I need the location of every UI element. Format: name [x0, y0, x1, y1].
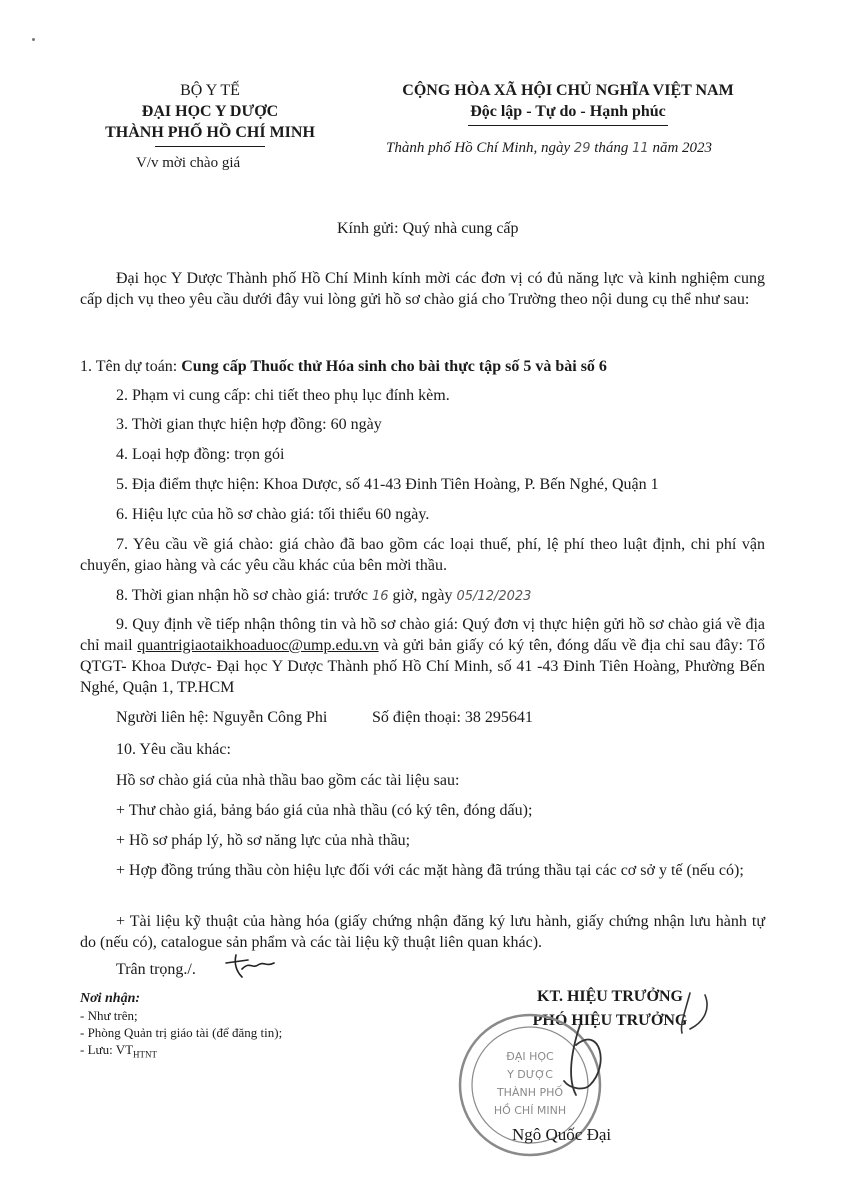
- stamp-line-3: THÀNH PHỐ: [496, 1086, 564, 1099]
- doc-4: + Tài liệu kỹ thuật của hàng hóa (giấy chứng nhận đăng ký lưu hành, giấy chứng nhận lưu hành tự do (nếu có), catalogue sản phẩm và các tài liệu kỹ thuật liên quan khác).: [80, 913, 765, 951]
- recipients-block: [80, 990, 282, 1064]
- stamp-line-4: HỒ CHÍ MINH: [493, 1104, 567, 1117]
- contact-person: Người liên hệ: Nguyễn Công Phi: [116, 709, 328, 726]
- ministry-name: BỘ Y TẾ: [180, 82, 240, 99]
- signer-name: Ngô Quốc Đại: [512, 1125, 612, 1144]
- subject-line: V/v mời chào giá: [136, 155, 241, 171]
- contact-phone: Số điện thoại: 38 295641: [372, 709, 533, 726]
- stamp-line-1: ĐẠI HỌC: [506, 1050, 554, 1063]
- item-7: 7. Yêu cầu về giá chào: giá chào đã bao gồm các loại thuế, phí, lệ phí theo luật định, chi phí vận chuyển, giao hàng và các yêu cầu khác của bên mời thầu.: [80, 536, 765, 574]
- recipient-3-prefix: - Lưu: VT: [80, 1042, 134, 1057]
- item-2: 2. Phạm vi cung cấp: chi tiết theo phụ lục đính kèm.: [116, 387, 450, 404]
- issuer-underline: [155, 146, 265, 147]
- signature-line-1: KT. HIỆU TRƯỞNG: [537, 988, 683, 1005]
- item-10: 10. Yêu cầu khác:: [116, 741, 231, 758]
- item-8: [80, 585, 765, 607]
- item-1-value: Cung cấp Thuốc thử Hóa sinh cho bài thực tập số 5 và bài số 6: [181, 358, 607, 375]
- doc-3: + Hợp đồng trúng thầu còn hiệu lực đối với các mặt hàng đã trúng thầu tại các cơ sở y tế (nếu có);: [116, 862, 744, 879]
- item-8-prefix: 8. Thời gian nhận hồ sơ chào giá: trước: [116, 587, 368, 604]
- item-9-suffix: và gửi bản giấy có ký tên, đóng dấu về địa chỉ sau đây: Tổ QTGT- Khoa Dược- Đại học Y Dược Thành phố Hồ Chí Minh, số 41 -43 Đinh Tiên Hoàng, Phường Bến Nghé, Quận 1, TP.HCM: [80, 637, 766, 696]
- recipients-label: Nơi nhận:: [80, 991, 141, 1006]
- item-5: 5. Địa điểm thực hiện: Khoa Dược, số 41-43 Đinh Tiên Hoàng, P. Bến Nghé, Quận 1: [116, 476, 659, 493]
- doc-2: + Hồ sơ pháp lý, hồ sơ năng lực của nhà thầu;: [116, 832, 411, 849]
- date-day: 29: [573, 141, 591, 156]
- date-year: năm 2023: [652, 140, 713, 156]
- university-name-line2: THÀNH PHỐ HỒ CHÍ MINH: [105, 124, 315, 141]
- recipient-3-sub: HTNT: [133, 1049, 158, 1060]
- item-8-hour: 16: [371, 589, 389, 604]
- stamp-line-2: Y DƯỢC: [507, 1068, 553, 1081]
- recipient-2: - Phòng Quản trị giáo tài (để đăng tin);: [80, 1025, 283, 1040]
- date-month: 11: [632, 141, 649, 156]
- item-8-date: 05/12/2023: [456, 589, 532, 604]
- salutation: Kính gửi: Quý nhà cung cấp: [337, 220, 519, 237]
- item-6: 6. Hiệu lực của hồ sơ chào giá: tối thiểu 60 ngày.: [116, 506, 430, 523]
- intro-paragraph: Đại học Y Dược Thành phố Hồ Chí Minh kính mời các đơn vị có đủ năng lực và kinh nghiệm cung cấp dịch vụ theo yêu cầu dưới đây vui lòng gửi hồ sơ chào giá cho Trường theo nội dung cụ thể như sau:: [80, 270, 765, 308]
- docs-intro: Hồ sơ chào giá của nhà thầu bao gồm các tài liệu sau:: [116, 772, 460, 789]
- motto-underline: [468, 125, 668, 126]
- item-1: [80, 356, 765, 377]
- date-line: [386, 140, 712, 157]
- recipient-1: - Như trên;: [80, 1008, 138, 1023]
- republic-title: CỘNG HÒA XÃ HỘI CHỦ NGHĨA VIỆT NAM: [402, 82, 734, 99]
- item-3: 3. Thời gian thực hiện hợp đồng: 60 ngày: [116, 416, 382, 433]
- email-link[interactable]: quantrigiaotaikhoaduoc@ump.edu.vn: [137, 637, 379, 654]
- item-9: [80, 614, 765, 698]
- recipient-3: [80, 1041, 282, 1064]
- scan-speck: [32, 38, 35, 41]
- signature-line-2: PHÓ HIỆU TRƯỞNG: [532, 1012, 688, 1029]
- item-4: 4. Loại hợp đồng: trọn gói: [116, 446, 285, 463]
- item-8-middle: giờ, ngày: [392, 587, 453, 604]
- item-9-prefix: 9. Quy định về tiếp nhận thông tin và hồ sơ chào giá: Quý đơn vị thực hiện gửi hồ sơ chào giá về địa chỉ mail: [80, 616, 765, 654]
- handwritten-signature: [540, 985, 730, 1115]
- doc-1: + Thư chào giá, bảng báo giá của nhà thầu (có ký tên, đóng dấu);: [116, 802, 533, 819]
- item-1-label: 1. Tên dự toán:: [80, 358, 182, 375]
- closing: Trân trọng./.: [116, 961, 196, 978]
- date-prefix: Thành phố Hồ Chí Minh, ngày: [386, 140, 571, 156]
- date-month-label: tháng: [594, 140, 629, 156]
- initial-signature: [222, 951, 282, 981]
- national-motto: Độc lập - Tự do - Hạnh phúc: [470, 103, 666, 120]
- issuer-header: [80, 80, 340, 147]
- national-header: [378, 80, 758, 126]
- university-name-line1: ĐẠI HỌC Y DƯỢC: [141, 103, 279, 120]
